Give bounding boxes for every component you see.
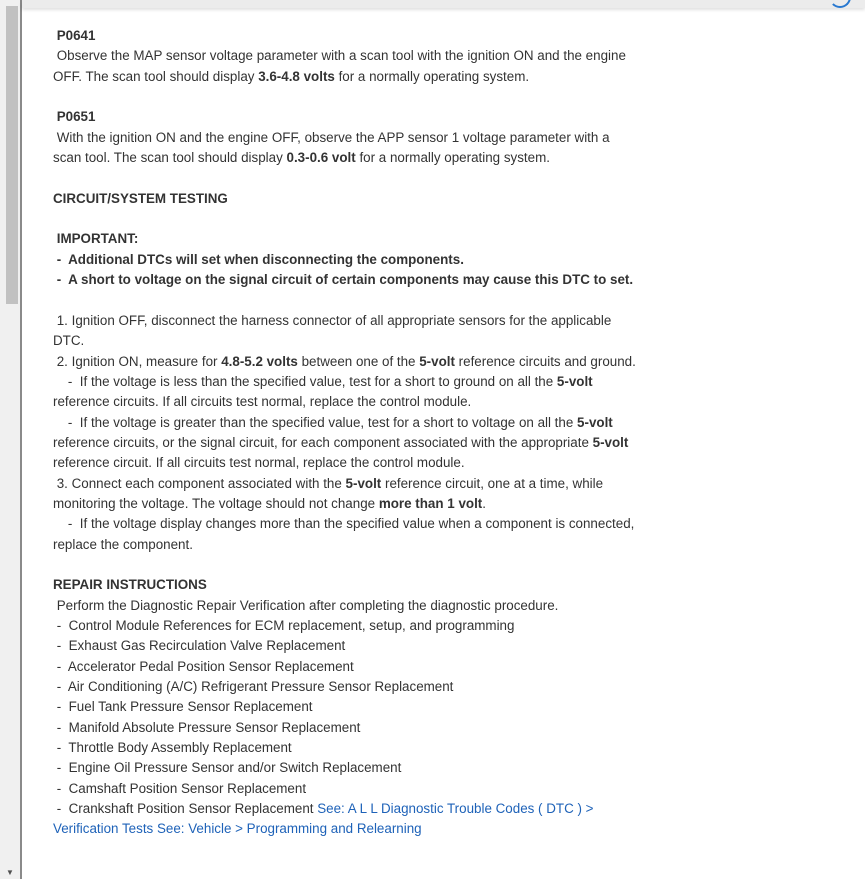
text-line xyxy=(53,636,636,656)
text: reference circuits. If all circuits test normal, replace the control module. xyxy=(53,394,472,410)
reference-link[interactable]: Verification Tests xyxy=(53,821,154,837)
loading-spinner-icon xyxy=(829,0,851,8)
text-line xyxy=(53,168,636,188)
text-line xyxy=(53,148,636,168)
text: reference circuits, or the signal circuit, for each component associated with the appropriate xyxy=(53,434,593,450)
reference-link[interactable]: See: A L L Diagnostic Trouble Codes ( DTC ) > xyxy=(317,801,594,817)
bold-text: 5-volt xyxy=(592,434,629,450)
bold-text: 5-volt xyxy=(577,414,613,430)
text: OFF. The scan tool should display xyxy=(53,68,259,84)
text: reference circuits and ground. xyxy=(454,353,636,369)
text-line xyxy=(53,779,636,799)
text: - Crankshaft Position Sensor Replacement xyxy=(53,801,318,817)
text: 1. Ignition OFF, disconnect the harness connector of all appropriate sensors for the applicable xyxy=(53,312,612,328)
bold-text: 5-volt xyxy=(419,353,455,369)
text-line xyxy=(53,494,636,514)
text-line xyxy=(53,26,636,46)
text: - Engine Oil Pressure Sensor and/or Switch Replacement xyxy=(53,760,402,776)
divider xyxy=(20,0,22,879)
text-line xyxy=(53,413,636,433)
text-line xyxy=(53,555,636,575)
text-line xyxy=(53,718,636,738)
text: - If the voltage is greater than the specified value, test for a short to voltage on all the xyxy=(53,414,578,430)
text-line xyxy=(53,270,636,290)
bold-text: 0.3-0.6 volt xyxy=(286,150,356,166)
text: DTC. xyxy=(53,333,85,349)
text: Perform the Diagnostic Repair Verification after completing the diagnostic procedure. xyxy=(53,597,559,613)
text: - Manifold Absolute Pressure Sensor Replacement xyxy=(53,719,361,735)
text-line xyxy=(53,67,636,87)
text: - Air Conditioning (A/C) Refrigerant Pressure Sensor Replacement xyxy=(53,679,454,694)
text: reference circuit. If all circuits test normal, replace the control module. xyxy=(53,455,465,471)
text-line xyxy=(53,657,636,677)
document-content xyxy=(53,26,636,840)
text: 3. Connect each component associated with the xyxy=(53,475,346,491)
bold-text: 3.6-4.8 volts xyxy=(258,68,335,84)
bold-text: - A short to voltage on the signal circuit of certain components may cause this DTC to set. xyxy=(53,272,634,288)
text-line xyxy=(53,535,636,555)
text-line xyxy=(53,392,636,412)
text-line xyxy=(53,758,636,778)
text-line xyxy=(53,311,636,331)
text: reference circuit, one at a time, while xyxy=(381,475,604,491)
bold-text: 5-volt xyxy=(556,373,593,389)
bold-text: - Additional DTCs will set when disconnecting the components. xyxy=(53,251,464,267)
text-line xyxy=(53,290,636,310)
text: - Control Module References for ECM replacement, setup, and programming xyxy=(53,617,515,633)
text: - Accelerator Pedal Position Sensor Replacement xyxy=(53,658,354,674)
text: - Exhaust Gas Recirculation Valve Replacement xyxy=(53,638,346,654)
text-line xyxy=(53,738,636,758)
text: for a normally operating system. xyxy=(355,150,550,166)
text: monitoring the voltage. The voltage should not change xyxy=(53,495,379,511)
text: - Throttle Body Assembly Replacement xyxy=(53,740,292,756)
text-line xyxy=(53,799,636,819)
text-line xyxy=(53,107,636,127)
text: - Fuel Tank Pressure Sensor Replacement xyxy=(53,699,313,715)
text: for a normally operating system. xyxy=(334,68,530,84)
scroll-down-arrow-icon[interactable]: ▼ xyxy=(6,868,14,877)
text-line xyxy=(53,514,636,534)
text-line xyxy=(53,352,636,372)
text-line xyxy=(53,575,636,595)
text-line xyxy=(53,229,636,249)
bold-text: IMPORTANT: xyxy=(53,231,139,247)
text-line xyxy=(53,616,636,636)
text: - Camshaft Position Sensor Replacement xyxy=(53,780,307,796)
text: - If the voltage display changes more than the specified value when a component is connected, xyxy=(53,516,635,532)
bold-text: 5-volt xyxy=(345,475,382,491)
scrollbar-thumb[interactable] xyxy=(6,6,18,304)
text: Observe the MAP sensor voltage parameter with a scan tool with the ignition ON and the engine xyxy=(53,48,626,64)
text-line xyxy=(53,331,636,351)
text: between one of the xyxy=(297,353,420,369)
text-line xyxy=(53,596,636,616)
text-line xyxy=(53,433,636,453)
text-line xyxy=(53,128,636,148)
bold-text: P0641 xyxy=(53,28,96,43)
top-bar xyxy=(22,0,865,8)
text-line xyxy=(53,474,636,494)
text-line xyxy=(53,697,636,717)
reference-link[interactable]: See: Vehicle > Programming and Relearning xyxy=(156,821,422,837)
text-line xyxy=(53,46,636,66)
text: 2. Ignition ON, measure for xyxy=(53,353,222,369)
text: . xyxy=(482,495,486,511)
vertical-scrollbar[interactable] xyxy=(0,0,20,879)
text: replace the component. xyxy=(53,536,193,552)
text-line xyxy=(53,819,636,839)
bold-text: P0651 xyxy=(53,109,96,125)
text-line xyxy=(53,677,636,697)
bold-text: REPAIR INSTRUCTIONS xyxy=(53,577,207,593)
text-line xyxy=(53,189,636,209)
bold-text: CIRCUIT/SYSTEM TESTING xyxy=(53,190,228,206)
text-line xyxy=(53,209,636,229)
text-line xyxy=(53,372,636,392)
text: With the ignition ON and the engine OFF, observe the APP sensor 1 voltage parameter with a xyxy=(53,129,610,145)
text-line xyxy=(53,250,636,270)
text-line xyxy=(53,87,636,107)
bold-text: more than 1 volt xyxy=(378,495,483,511)
bold-text: 4.8-5.2 volts xyxy=(221,353,298,369)
text: - If the voltage is less than the specified value, test for a short to ground on all the xyxy=(53,373,557,389)
text-line xyxy=(53,453,636,473)
text: scan tool. The scan tool should display xyxy=(53,150,287,166)
